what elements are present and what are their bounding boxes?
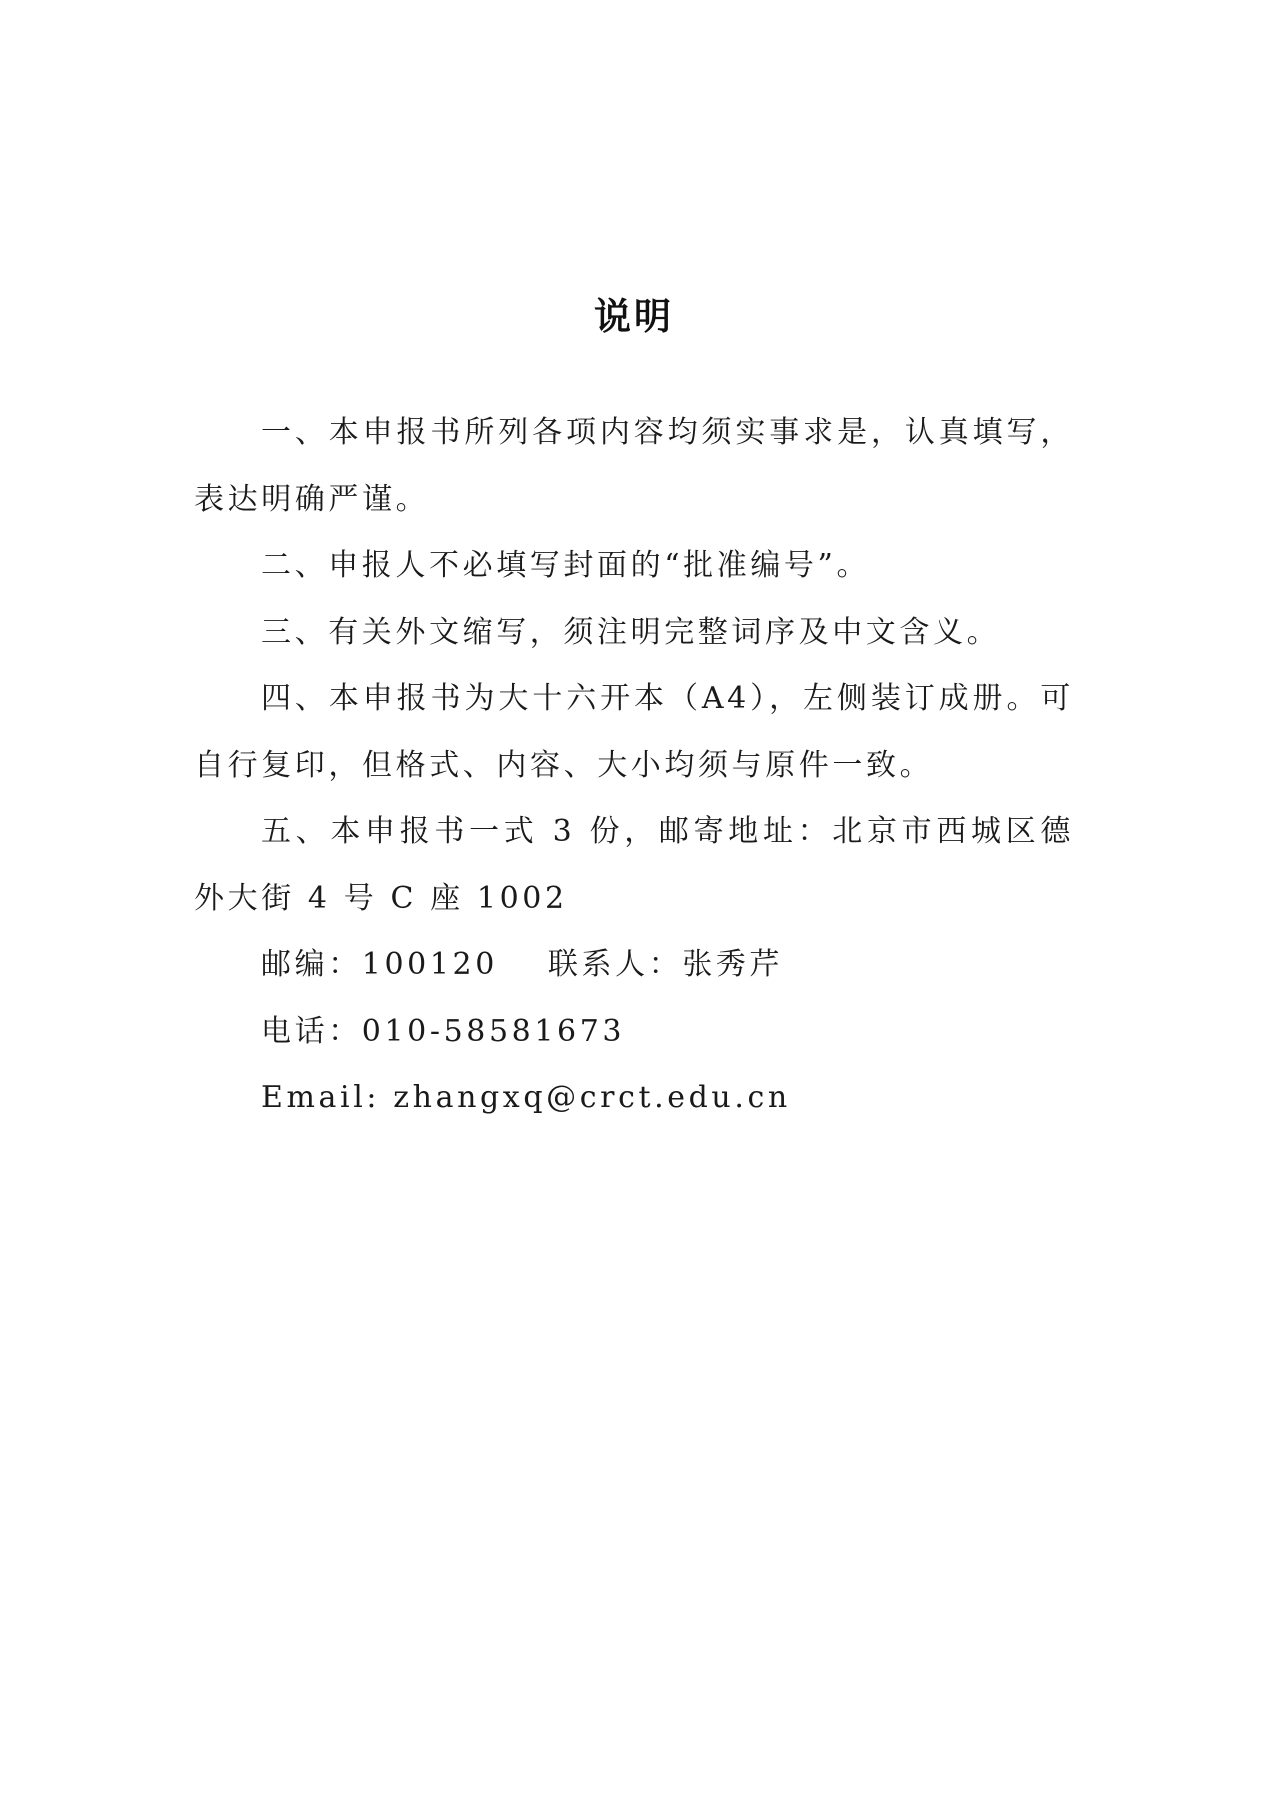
contact-phone-line: 电话：010-58581673 — [261, 1013, 626, 1049]
instructions-body — [194, 400, 1074, 1132]
postcode-text: 邮编：100120 — [261, 947, 498, 982]
instruction-item-1: 一、本申报书所列各项内容均须实事求是，认真填写，表达明确严谨。 — [194, 415, 1074, 517]
instruction-item-5: 五、本申报书一式 3 份，邮寄地址：北京市西城区德外大街 4 号 C 座 1002 — [194, 814, 1074, 916]
instruction-item-2: 二、申报人不必填写封面的“批准编号”。 — [261, 548, 871, 583]
contact-person-text: 联系人：张秀芹 — [547, 947, 784, 982]
page-title: 说明 — [594, 295, 674, 338]
contact-postcode-line — [194, 932, 1074, 999]
instruction-item-3: 三、有关外文缩写，须注明完整词序及中文含义。 — [261, 614, 1001, 650]
contact-email-line: Email: zhangxq@crct.edu.cn — [261, 1080, 791, 1115]
instruction-item-4: 四、本申报书为大十六开本（A4），左侧装订成册。可自行复印，但格式、内容、大小均须与原件一致。 — [194, 681, 1074, 783]
